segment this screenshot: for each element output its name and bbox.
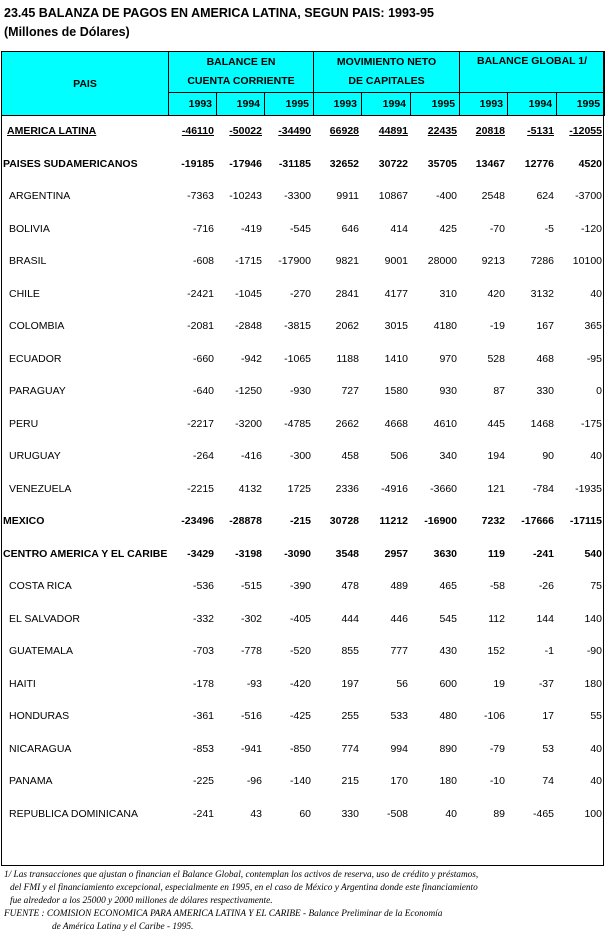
value-cell: -1715 bbox=[235, 255, 262, 268]
column-header-pais: PAIS bbox=[2, 52, 169, 116]
year-header: 1994 bbox=[362, 93, 411, 116]
table-row bbox=[1, 635, 604, 668]
value-cell: -361 bbox=[192, 710, 214, 723]
value-cell: 600 bbox=[439, 677, 457, 690]
value-cell: -19 bbox=[489, 320, 505, 333]
value-cell: 646 bbox=[341, 222, 359, 235]
value-cell: -3700 bbox=[575, 190, 602, 203]
value-cell: 2841 bbox=[335, 287, 359, 300]
value-cell: -7363 bbox=[187, 190, 214, 203]
value-cell: 468 bbox=[536, 352, 554, 365]
value-cell: 152 bbox=[487, 645, 505, 658]
table-bottom-border bbox=[1, 865, 604, 866]
source-line: de América Latina y el Caribe - 1995. bbox=[52, 922, 194, 932]
value-cell bbox=[410, 115, 459, 148]
value-cell: 19 bbox=[493, 677, 505, 690]
value-cell: -3198 bbox=[235, 547, 262, 560]
group-label-line2: DE CAPITALES bbox=[348, 75, 425, 87]
table-row bbox=[1, 668, 604, 701]
value-cell: 330 bbox=[341, 807, 359, 820]
value-cell bbox=[459, 115, 507, 148]
value-cell: 90 bbox=[542, 450, 554, 463]
country-name: GUATEMALA bbox=[9, 645, 73, 658]
table-row bbox=[1, 798, 604, 831]
value-cell: -10 bbox=[489, 775, 505, 788]
value-cell: 970 bbox=[439, 352, 457, 365]
value-text: -50022 bbox=[229, 125, 262, 138]
value-cell: -93 bbox=[246, 677, 262, 690]
value-cell: -70 bbox=[489, 222, 505, 235]
value-cell: -300 bbox=[289, 450, 311, 463]
value-cell: 994 bbox=[390, 742, 408, 755]
value-cell: -416 bbox=[240, 450, 262, 463]
value-cell: 100 bbox=[584, 807, 602, 820]
value-cell: 727 bbox=[341, 385, 359, 398]
value-cell: -90 bbox=[586, 645, 602, 658]
value-cell: 1725 bbox=[287, 482, 311, 495]
value-cell: -270 bbox=[289, 287, 311, 300]
value-cell: -332 bbox=[192, 612, 214, 625]
country-name: CENTRO AMERICA Y EL CARIBE bbox=[3, 547, 168, 560]
value-cell: -545 bbox=[289, 222, 311, 235]
value-cell bbox=[313, 115, 361, 148]
value-cell bbox=[507, 115, 556, 148]
table-row bbox=[1, 765, 604, 798]
year-header: 1995 bbox=[265, 93, 314, 116]
table-row bbox=[1, 440, 604, 473]
value-cell: 121 bbox=[487, 482, 505, 495]
value-cell: 87 bbox=[493, 385, 505, 398]
value-cell: -1250 bbox=[235, 385, 262, 398]
value-cell: -390 bbox=[289, 580, 311, 593]
table-row bbox=[1, 148, 604, 181]
value-cell: 545 bbox=[439, 612, 457, 625]
value-cell: 420 bbox=[487, 287, 505, 300]
value-cell: 4520 bbox=[578, 157, 602, 170]
value-text: 44891 bbox=[378, 125, 408, 138]
value-cell: 30722 bbox=[378, 157, 408, 170]
value-cell: -19185 bbox=[181, 157, 214, 170]
value-cell: 112 bbox=[488, 612, 505, 625]
value-cell: 167 bbox=[536, 320, 554, 333]
value-cell: 2062 bbox=[335, 320, 359, 333]
table-row bbox=[1, 408, 604, 441]
table-row bbox=[1, 310, 604, 343]
year-header: 1993 bbox=[460, 93, 508, 116]
value-cell: 40 bbox=[590, 775, 602, 788]
value-cell bbox=[264, 115, 313, 148]
year-header: 1994 bbox=[217, 93, 265, 116]
value-cell: -96 bbox=[246, 775, 262, 788]
value-cell: -520 bbox=[289, 645, 311, 658]
value-text: 66928 bbox=[329, 125, 359, 138]
country-name: VENEZUELA bbox=[9, 482, 72, 495]
value-cell: 60 bbox=[299, 807, 311, 820]
value-cell: -241 bbox=[192, 807, 214, 820]
value-cell: -784 bbox=[532, 482, 554, 495]
value-cell bbox=[361, 115, 410, 148]
value-cell: -37 bbox=[538, 677, 554, 690]
value-cell: 9821 bbox=[335, 255, 359, 268]
value-cell: -942 bbox=[240, 352, 262, 365]
country-name: MEXICO bbox=[3, 515, 45, 528]
value-cell: -703 bbox=[192, 645, 214, 658]
value-text: -46110 bbox=[181, 125, 214, 138]
value-cell: -175 bbox=[580, 417, 602, 430]
value-cell: -17666 bbox=[521, 515, 554, 528]
group-label-line1: BALANCE EN bbox=[206, 56, 276, 68]
value-cell: 55 bbox=[590, 710, 602, 723]
value-cell: -120 bbox=[580, 222, 602, 235]
value-cell: -26 bbox=[538, 580, 554, 593]
value-cell: 533 bbox=[390, 710, 408, 723]
page-subtitle: (Millones de Dólares) bbox=[4, 25, 130, 39]
footnote-line: fue alrededor a los 25000 y 2000 millones de dólares respectivamente. bbox=[10, 896, 273, 906]
value-cell: 330 bbox=[536, 385, 554, 398]
value-cell: -17900 bbox=[278, 255, 311, 268]
country-name: ARGENTINA bbox=[9, 190, 71, 203]
group-label-line1: BALANCE GLOBAL 1/ bbox=[477, 55, 588, 67]
value-text: -12055 bbox=[569, 125, 602, 138]
year-header: 1995 bbox=[557, 93, 605, 116]
value-cell: -850 bbox=[289, 742, 311, 755]
value-cell: -930 bbox=[289, 385, 311, 398]
value-cell: 10100 bbox=[572, 255, 602, 268]
table-row bbox=[1, 538, 604, 571]
year-header: 1993 bbox=[169, 93, 217, 116]
data-table bbox=[1, 115, 604, 830]
country-name-text: AMERICA LATINA bbox=[7, 125, 97, 138]
value-cell: 506 bbox=[390, 450, 408, 463]
value-cell: 56 bbox=[396, 677, 408, 690]
country-name: REPUBLICA DOMINICANA bbox=[9, 807, 138, 820]
value-cell: 119 bbox=[488, 547, 505, 560]
country-name: HAITI bbox=[9, 677, 36, 690]
country-name: PARAGUAY bbox=[9, 385, 66, 398]
country-name bbox=[1, 115, 168, 148]
value-cell: -302 bbox=[240, 612, 262, 625]
column-group-balance-global bbox=[460, 52, 605, 93]
value-cell: 13467 bbox=[475, 157, 505, 170]
value-cell: 53 bbox=[542, 742, 554, 755]
value-cell: 2662 bbox=[335, 417, 359, 430]
value-cell: 255 bbox=[341, 710, 359, 723]
value-cell: 40 bbox=[590, 450, 602, 463]
value-cell: -853 bbox=[192, 742, 214, 755]
table-header bbox=[1, 51, 605, 116]
value-cell: -660 bbox=[192, 352, 214, 365]
table-row bbox=[1, 505, 604, 538]
value-cell: -17115 bbox=[569, 515, 602, 528]
value-cell: -608 bbox=[192, 255, 214, 268]
value-cell: -3090 bbox=[284, 547, 311, 560]
value-cell: -1045 bbox=[235, 287, 262, 300]
value-cell: -465 bbox=[532, 807, 554, 820]
value-cell: 1410 bbox=[384, 352, 408, 365]
table-row bbox=[1, 245, 604, 278]
value-cell: -425 bbox=[289, 710, 311, 723]
value-cell: -4785 bbox=[284, 417, 311, 430]
value-cell: -1935 bbox=[575, 482, 602, 495]
value-cell: 43 bbox=[250, 807, 262, 820]
year-header: 1994 bbox=[508, 93, 557, 116]
value-cell: 2957 bbox=[384, 547, 408, 560]
value-cell: -536 bbox=[192, 580, 214, 593]
value-cell: 75 bbox=[590, 580, 602, 593]
value-cell: -215 bbox=[289, 515, 311, 528]
value-cell: -640 bbox=[192, 385, 214, 398]
value-cell: 4668 bbox=[384, 417, 408, 430]
value-cell: 774 bbox=[341, 742, 359, 755]
year-header: 1995 bbox=[411, 93, 460, 116]
value-cell: -3815 bbox=[284, 320, 311, 333]
country-name: URUGUAY bbox=[9, 450, 61, 463]
country-name: COLOMBIA bbox=[9, 320, 65, 333]
value-cell: -778 bbox=[240, 645, 262, 658]
table-right-border bbox=[603, 51, 604, 866]
value-cell: 890 bbox=[439, 742, 457, 755]
value-cell: -3660 bbox=[430, 482, 457, 495]
value-text: -5131 bbox=[527, 125, 554, 138]
value-cell: -10243 bbox=[229, 190, 262, 203]
value-cell: 480 bbox=[439, 710, 457, 723]
value-cell: 444 bbox=[341, 612, 359, 625]
value-cell: 9001 bbox=[384, 255, 408, 268]
table-row bbox=[1, 603, 604, 636]
source-line: FUENTE : COMISION ECONOMICA PARA AMERICA LATINA Y EL CARIBE - Balance Preliminar de la Economía bbox=[4, 909, 443, 919]
table-row bbox=[1, 213, 604, 246]
value-text: 20818 bbox=[475, 125, 505, 138]
value-cell: 40 bbox=[445, 807, 457, 820]
footnote-line: del FMI y el financiamiento excepcional, especialmente en 1995, en el caso de México y Argentina donde este financiamiento bbox=[10, 883, 478, 893]
country-name: NICARAGUA bbox=[9, 742, 72, 755]
value-cell: 35705 bbox=[427, 157, 457, 170]
country-name: HONDURAS bbox=[9, 710, 70, 723]
value-cell: 777 bbox=[390, 645, 408, 658]
value-cell: 430 bbox=[439, 645, 457, 658]
value-cell: -225 bbox=[192, 775, 214, 788]
value-cell: -31185 bbox=[278, 157, 311, 170]
value-cell: 9213 bbox=[481, 255, 505, 268]
value-cell: 855 bbox=[341, 645, 359, 658]
value-cell: -4916 bbox=[381, 482, 408, 495]
value-cell: 180 bbox=[584, 677, 602, 690]
value-cell: 7232 bbox=[481, 515, 505, 528]
value-cell: 930 bbox=[439, 385, 457, 398]
value-cell: 458 bbox=[341, 450, 359, 463]
value-cell: 465 bbox=[439, 580, 457, 593]
table-row bbox=[1, 473, 604, 506]
value-cell: -95 bbox=[586, 352, 602, 365]
value-cell: 3132 bbox=[530, 287, 554, 300]
country-name: COSTA RICA bbox=[9, 580, 72, 593]
value-cell: -515 bbox=[240, 580, 262, 593]
table-row bbox=[1, 570, 604, 603]
value-cell: 10867 bbox=[378, 190, 408, 203]
value-cell bbox=[168, 115, 216, 148]
table-row bbox=[1, 700, 604, 733]
country-name: PANAMA bbox=[9, 775, 53, 788]
value-cell: 624 bbox=[536, 190, 554, 203]
value-cell: 12776 bbox=[524, 157, 554, 170]
value-cell: 310 bbox=[439, 287, 457, 300]
column-group-cuenta-corriente bbox=[169, 52, 314, 93]
value-cell: -28878 bbox=[229, 515, 262, 528]
value-cell: -106 bbox=[483, 710, 505, 723]
value-cell: 3630 bbox=[433, 547, 457, 560]
value-cell: -178 bbox=[192, 677, 214, 690]
value-cell: 197 bbox=[341, 677, 359, 690]
table-left-border bbox=[1, 51, 2, 866]
value-cell: 340 bbox=[439, 450, 457, 463]
value-cell: 32652 bbox=[329, 157, 359, 170]
value-cell: -140 bbox=[289, 775, 311, 788]
value-cell: 3015 bbox=[384, 320, 408, 333]
country-name: EL SALVADOR bbox=[9, 612, 80, 625]
value-cell: -941 bbox=[240, 742, 262, 755]
value-cell: 0 bbox=[596, 385, 602, 398]
value-cell: 4132 bbox=[238, 482, 262, 495]
value-cell: 425 bbox=[439, 222, 457, 235]
table-row bbox=[1, 343, 604, 376]
value-cell bbox=[216, 115, 264, 148]
value-cell: 7286 bbox=[530, 255, 554, 268]
value-cell: 30728 bbox=[329, 515, 359, 528]
value-cell: -79 bbox=[489, 742, 505, 755]
year-header: 1993 bbox=[314, 93, 362, 116]
value-cell: 3548 bbox=[335, 547, 359, 560]
value-cell: -241 bbox=[532, 547, 554, 560]
group-label-line1: MOVIMIENTO NETO bbox=[336, 56, 437, 68]
value-cell: 2548 bbox=[481, 190, 505, 203]
value-text: 22435 bbox=[427, 125, 457, 138]
value-cell: -16900 bbox=[424, 515, 457, 528]
value-cell: -420 bbox=[289, 677, 311, 690]
value-cell: -17946 bbox=[229, 157, 262, 170]
country-name: ECUADOR bbox=[9, 352, 62, 365]
value-cell: 28000 bbox=[427, 255, 457, 268]
column-group-capitales bbox=[314, 52, 460, 93]
value-cell: 17 bbox=[542, 710, 554, 723]
value-cell: 40 bbox=[590, 742, 602, 755]
footnote-line: 1/ Las transacciones que ajustan o financian el Balance Global, contemplan los activos de reserva, uso de crédito y préstamos, bbox=[4, 870, 479, 880]
value-cell: 478 bbox=[341, 580, 359, 593]
value-cell: 4180 bbox=[433, 320, 457, 333]
table-row bbox=[1, 180, 604, 213]
country-name: CHILE bbox=[9, 287, 40, 300]
value-cell: 180 bbox=[439, 775, 457, 788]
value-cell: -400 bbox=[435, 190, 457, 203]
table-row bbox=[1, 733, 604, 766]
value-cell: -405 bbox=[289, 612, 311, 625]
value-cell: -1 bbox=[544, 645, 554, 658]
value-cell: -264 bbox=[192, 450, 214, 463]
value-cell: -2081 bbox=[187, 320, 214, 333]
value-cell: -1065 bbox=[284, 352, 311, 365]
country-name: BRASIL bbox=[9, 255, 47, 268]
table-row bbox=[1, 278, 604, 311]
value-cell: -3429 bbox=[187, 547, 214, 560]
value-cell: -58 bbox=[489, 580, 505, 593]
country-name: BOLIVIA bbox=[9, 222, 50, 235]
value-cell: -3300 bbox=[284, 190, 311, 203]
value-cell: 11212 bbox=[379, 515, 408, 528]
value-cell: 74 bbox=[542, 775, 554, 788]
value-cell: -2848 bbox=[235, 320, 262, 333]
value-cell: -3200 bbox=[235, 417, 262, 430]
value-cell: -2215 bbox=[187, 482, 214, 495]
value-cell: 4177 bbox=[384, 287, 408, 300]
value-cell: 489 bbox=[390, 580, 408, 593]
value-cell: -716 bbox=[192, 222, 214, 235]
value-cell: 1580 bbox=[384, 385, 408, 398]
value-cell: -5 bbox=[544, 222, 554, 235]
table-row bbox=[1, 115, 604, 148]
value-cell: -2217 bbox=[187, 417, 214, 430]
country-name: PAISES SUDAMERICANOS bbox=[3, 157, 138, 170]
value-cell: 144 bbox=[536, 612, 554, 625]
value-cell: 40 bbox=[590, 287, 602, 300]
value-cell: 9911 bbox=[336, 190, 359, 203]
value-cell: 446 bbox=[390, 612, 408, 625]
value-cell: 215 bbox=[341, 775, 359, 788]
value-cell bbox=[556, 115, 604, 148]
value-cell: 89 bbox=[493, 807, 505, 820]
value-cell: -516 bbox=[240, 710, 262, 723]
value-cell: -508 bbox=[386, 807, 408, 820]
value-cell: 540 bbox=[584, 547, 602, 560]
page-title: 23.45 BALANZA DE PAGOS EN AMERICA LATINA, SEGUN PAIS: 1993-95 bbox=[4, 6, 434, 20]
value-cell: 4610 bbox=[433, 417, 457, 430]
value-cell: 140 bbox=[584, 612, 602, 625]
value-cell: 365 bbox=[584, 320, 602, 333]
value-cell: 1188 bbox=[336, 352, 359, 365]
group-label-line2: CUENTA CORRIENTE bbox=[187, 75, 295, 87]
value-cell: 170 bbox=[390, 775, 408, 788]
value-cell: 1468 bbox=[530, 417, 554, 430]
value-cell: -419 bbox=[240, 222, 262, 235]
country-name: PERU bbox=[9, 417, 39, 430]
value-cell: 2336 bbox=[335, 482, 359, 495]
value-cell: 528 bbox=[487, 352, 505, 365]
value-cell: -23496 bbox=[181, 515, 214, 528]
value-cell: -2421 bbox=[187, 287, 214, 300]
value-cell: 194 bbox=[487, 450, 505, 463]
value-cell: 414 bbox=[390, 222, 408, 235]
value-text: -34490 bbox=[278, 125, 311, 138]
value-cell: 445 bbox=[487, 417, 505, 430]
table-row bbox=[1, 375, 604, 408]
